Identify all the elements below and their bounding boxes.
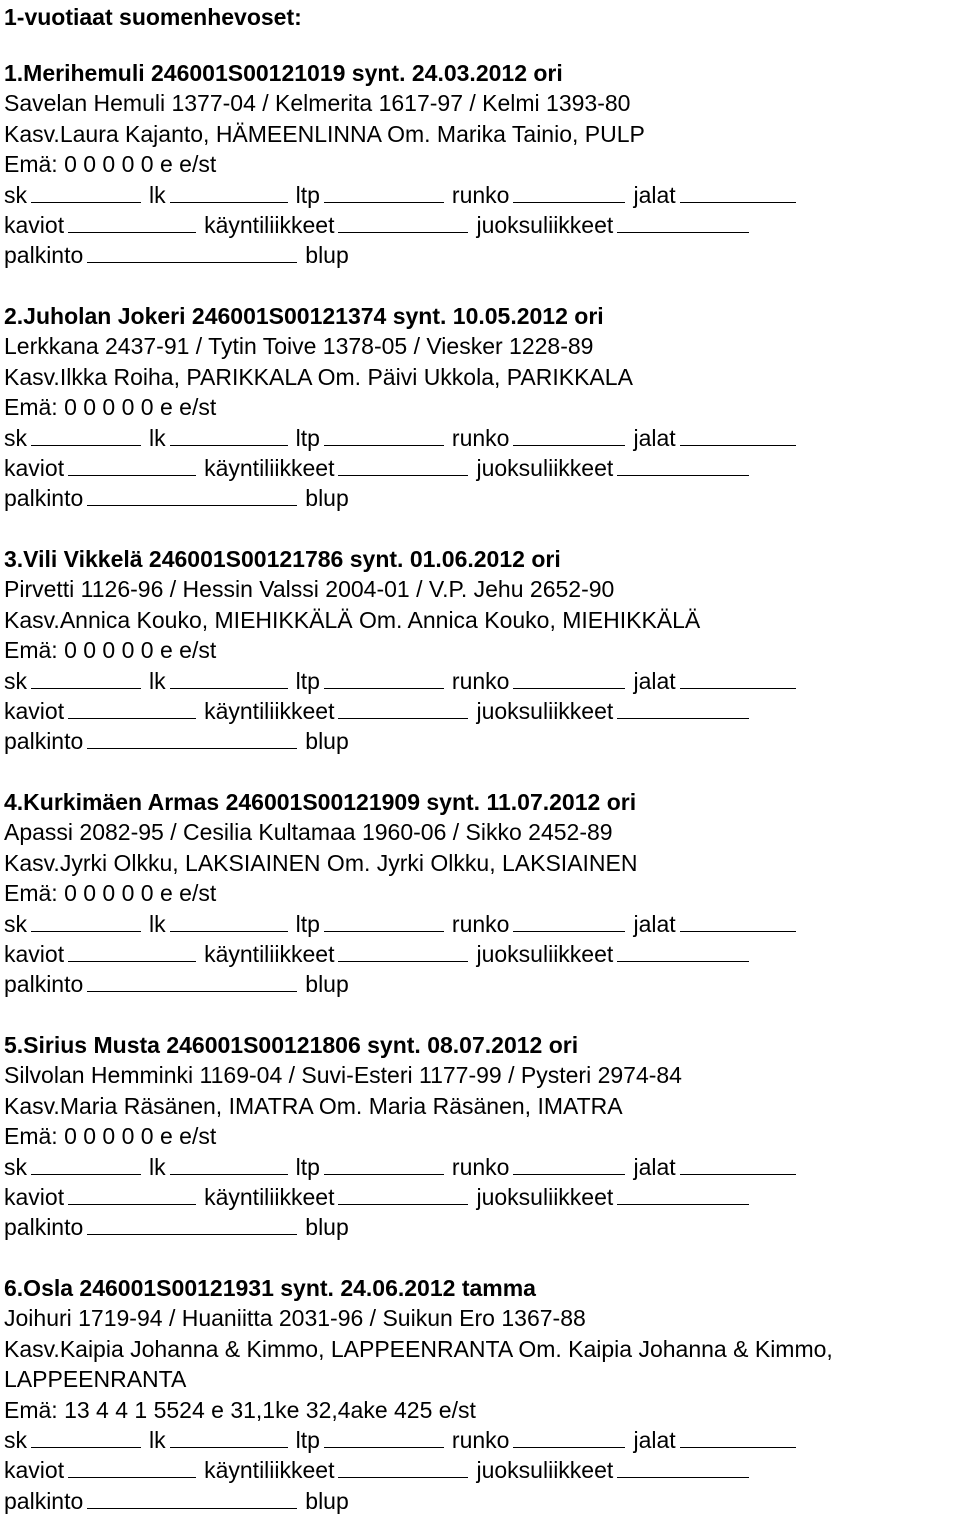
score-row-conformation [4,1425,958,1455]
juoksuliikkeet-field-blank[interactable] [617,1182,749,1205]
score-row-movement [4,696,958,726]
entry-title: 4.Kurkimäen Armas 246001S00121909 synt. 11.07.2012 ori [4,789,637,815]
entry-title: 6.Osla 246001S00121931 synt. 24.06.2012 tamma [4,1275,536,1301]
entry-dam-stats: Emä: 0 0 0 0 0 e e/st [4,151,217,178]
score-row-conformation [4,666,958,696]
lk-field-label: lk [149,1426,166,1453]
kayntiliikkeet-field-blank[interactable] [338,210,468,233]
entry-dam-stats: Emä: 0 0 0 0 0 e e/st [4,1123,217,1150]
entry-pedigree: Pirvetti 1126-96 / Hessin Valssi 2004-01 / V.P. Jehu 2652-90 [4,576,615,603]
sk-field-label: sk [4,181,27,208]
sk-field-blank[interactable] [31,666,141,689]
runko-field-label: runko [451,1153,510,1180]
score-row-award [4,1486,958,1516]
palkinto-field-blank[interactable] [87,240,297,263]
jalat-field-label: jalat [633,1426,676,1453]
entry-breeder-owner: Kasv.Kaipia Johanna & Kimmo, LAPPEENRANTA Om. Kaipia Johanna & Kimmo, [4,1335,833,1362]
lk-field-blank[interactable] [170,666,288,689]
runko-field-blank[interactable] [513,180,625,203]
juoksuliikkeet-field-label: juoksuliikkeet [476,1457,614,1484]
palkinto-field-label: palkinto [4,242,84,269]
palkinto-field-label: palkinto [4,1214,84,1241]
palkinto-field-blank[interactable] [87,483,297,506]
sk-field-blank[interactable] [31,1425,141,1448]
kaviot-field-blank[interactable] [68,696,196,719]
entry-title: 3.Vili Vikkelä 246001S00121786 synt. 01.06.2012 ori [4,546,561,572]
jalat-field-label: jalat [633,910,676,937]
entry-breeder-owner: Kasv.Maria Räsänen, IMATRA Om. Maria Räsänen, IMATRA [4,1092,623,1119]
kaviot-field-blank[interactable] [68,1182,196,1205]
blup-label: blup [305,971,349,998]
kayntiliikkeet-field-label: käyntiliikkeet [204,454,335,481]
score-row-conformation [4,423,958,453]
entry-dam-stats: Emä: 0 0 0 0 0 e e/st [4,880,217,907]
runko-field-blank[interactable] [513,423,625,446]
horse-entry [4,58,958,271]
juoksuliikkeet-field-label: juoksuliikkeet [476,454,614,481]
score-row-movement [4,1182,958,1212]
jalat-field-label: jalat [633,1153,676,1180]
runko-field-label: runko [451,181,510,208]
runko-field-blank[interactable] [513,1425,625,1448]
runko-field-blank[interactable] [513,909,625,932]
jalat-field-label: jalat [633,667,676,694]
blup-label: blup [305,728,349,755]
jalat-field-blank[interactable] [680,180,796,203]
score-row-award [4,1212,958,1242]
lk-field-label: lk [149,667,166,694]
sk-field-blank[interactable] [31,180,141,203]
lk-field-blank[interactable] [170,1152,288,1175]
entry-breeder-owner: Kasv.Laura Kajanto, HÄMEENLINNA Om. Marika Tainio, PULP [4,120,645,147]
lk-field-blank[interactable] [170,423,288,446]
juoksuliikkeet-field-label: juoksuliikkeet [476,1183,614,1210]
kayntiliikkeet-field-blank[interactable] [338,453,468,476]
blup-label: blup [305,1214,349,1241]
entry-breeder-owner: Kasv.Annica Kouko, MIEHIKKÄLÄ Om. Annica Kouko, MIEHIKKÄLÄ [4,606,701,633]
juoksuliikkeet-field-label: juoksuliikkeet [476,940,614,967]
palkinto-field-blank[interactable] [87,726,297,749]
juoksuliikkeet-field-blank[interactable] [617,210,749,233]
runko-field-blank[interactable] [513,1152,625,1175]
lk-field-label: lk [149,424,166,451]
palkinto-field-blank[interactable] [87,969,297,992]
jalat-field-blank[interactable] [680,423,796,446]
entry-pedigree: Savelan Hemuli 1377-04 / Kelmerita 1617-97 / Kelmi 1393-80 [4,90,631,117]
palkinto-field-blank[interactable] [87,1212,297,1235]
kaviot-field-label: kaviot [4,1457,65,1484]
entry-title: 2.Juholan Jokeri 246001S00121374 synt. 10.05.2012 ori [4,303,604,329]
entry-breeder-owner-continued: LAPPEENRANTA [4,1366,187,1393]
score-row-conformation [4,909,958,939]
kayntiliikkeet-field-label: käyntiliikkeet [204,697,335,724]
entry-pedigree: Silvolan Hemminki 1169-04 / Suvi-Esteri 1177-99 / Pysteri 2974-84 [4,1062,682,1089]
kayntiliikkeet-field-label: käyntiliikkeet [204,211,335,238]
score-row-award [4,483,958,513]
runko-field-label: runko [451,910,510,937]
kaviot-field-label: kaviot [4,1183,65,1210]
palkinto-field-blank[interactable] [87,1486,297,1509]
sk-field-blank[interactable] [31,423,141,446]
sk-field-label: sk [4,1426,27,1453]
sk-field-label: sk [4,667,27,694]
kayntiliikkeet-field-blank[interactable] [338,696,468,719]
ltp-field-label: ltp [295,667,320,694]
kaviot-field-blank[interactable] [68,1455,196,1478]
blup-label: blup [305,242,349,269]
blup-label: blup [305,485,349,512]
horse-entry [4,301,958,514]
ltp-field-blank[interactable] [324,666,444,689]
score-row-conformation [4,1152,958,1182]
kayntiliikkeet-field-label: käyntiliikkeet [204,940,335,967]
juoksuliikkeet-field-blank[interactable] [617,1455,749,1478]
jalat-field-blank[interactable] [680,1152,796,1175]
runko-field-label: runko [451,1426,510,1453]
kaviot-field-blank[interactable] [68,210,196,233]
sk-field-label: sk [4,424,27,451]
score-row-movement [4,453,958,483]
jalat-field-blank[interactable] [680,666,796,689]
entry-pedigree: Apassi 2082-95 / Cesilia Kultamaa 1960-06 / Sikko 2452-89 [4,819,613,846]
ltp-field-blank[interactable] [324,909,444,932]
entry-dam-stats: Emä: 0 0 0 0 0 e e/st [4,394,217,421]
kayntiliikkeet-field-blank[interactable] [338,1182,468,1205]
lk-field-blank[interactable] [170,909,288,932]
lk-field-label: lk [149,910,166,937]
jalat-field-label: jalat [633,424,676,451]
kaviot-field-label: kaviot [4,940,65,967]
ltp-field-label: ltp [295,910,320,937]
ltp-field-label: ltp [295,1426,320,1453]
juoksuliikkeet-field-label: juoksuliikkeet [476,211,614,238]
score-row-movement [4,939,958,969]
entry-dam-stats: Emä: 13 4 4 1 5524 e 31,1ke 32,4ake 425 e/st [4,1396,476,1423]
kaviot-field-blank[interactable] [68,939,196,962]
palkinto-field-label: palkinto [4,728,84,755]
score-row-award [4,726,958,756]
score-row-movement [4,210,958,240]
sk-field-blank[interactable] [31,909,141,932]
juoksuliikkeet-field-blank[interactable] [617,696,749,719]
ltp-field-blank[interactable] [324,1152,444,1175]
jalat-field-label: jalat [633,181,676,208]
horse-entry [4,1273,958,1516]
lk-field-blank[interactable] [170,180,288,203]
ltp-field-label: ltp [295,181,320,208]
juoksuliikkeet-field-label: juoksuliikkeet [476,697,614,724]
entry-dam-stats: Emä: 0 0 0 0 0 e e/st [4,637,217,664]
horse-entry [4,544,958,757]
kaviot-field-blank[interactable] [68,453,196,476]
ltp-field-label: ltp [295,1153,320,1180]
palkinto-field-label: palkinto [4,485,84,512]
entry-title: 1.Merihemuli 246001S00121019 synt. 24.03.2012 ori [4,60,563,86]
ltp-field-blank[interactable] [324,1425,444,1448]
kayntiliikkeet-field-blank[interactable] [338,1455,468,1478]
kaviot-field-label: kaviot [4,454,65,481]
ltp-field-blank[interactable] [324,423,444,446]
kayntiliikkeet-field-blank[interactable] [338,939,468,962]
lk-field-label: lk [149,181,166,208]
score-row-award [4,969,958,999]
kaviot-field-label: kaviot [4,697,65,724]
score-row-award [4,240,958,270]
entry-breeder-owner: Kasv.Jyrki Olkku, LAKSIAINEN Om. Jyrki Olkku, LAKSIAINEN [4,849,638,876]
ltp-field-blank[interactable] [324,180,444,203]
sk-field-blank[interactable] [31,1152,141,1175]
sk-field-label: sk [4,1153,27,1180]
blup-label: blup [305,1487,349,1514]
jalat-field-blank[interactable] [680,1425,796,1448]
runko-field-blank[interactable] [513,666,625,689]
runko-field-label: runko [451,424,510,451]
score-row-conformation [4,180,958,210]
ltp-field-label: ltp [295,424,320,451]
sk-field-label: sk [4,910,27,937]
kayntiliikkeet-field-label: käyntiliikkeet [204,1183,335,1210]
entry-breeder-owner: Kasv.Ilkka Roiha, PARIKKALA Om. Päivi Ukkola, PARIKKALA [4,363,633,390]
jalat-field-blank[interactable] [680,909,796,932]
entry-title: 5.Sirius Musta 246001S00121806 synt. 08.07.2012 ori [4,1032,579,1058]
juoksuliikkeet-field-blank[interactable] [617,939,749,962]
horse-entry [4,787,958,1000]
kaviot-field-label: kaviot [4,211,65,238]
palkinto-field-label: palkinto [4,1487,84,1514]
juoksuliikkeet-field-blank[interactable] [617,453,749,476]
palkinto-field-label: palkinto [4,971,84,998]
runko-field-label: runko [451,667,510,694]
section-heading: 1-vuotiaat suomenhevoset: [4,4,302,30]
lk-field-blank[interactable] [170,1425,288,1448]
kayntiliikkeet-field-label: käyntiliikkeet [204,1457,335,1484]
entry-pedigree: Joihuri 1719-94 / Huaniitta 2031-96 / Suikun Ero 1367-88 [4,1305,586,1332]
score-row-movement [4,1455,958,1485]
horse-entry [4,1030,958,1243]
entry-pedigree: Lerkkana 2437-91 / Tytin Toive 1378-05 / Viesker 1228-89 [4,333,594,360]
lk-field-label: lk [149,1153,166,1180]
